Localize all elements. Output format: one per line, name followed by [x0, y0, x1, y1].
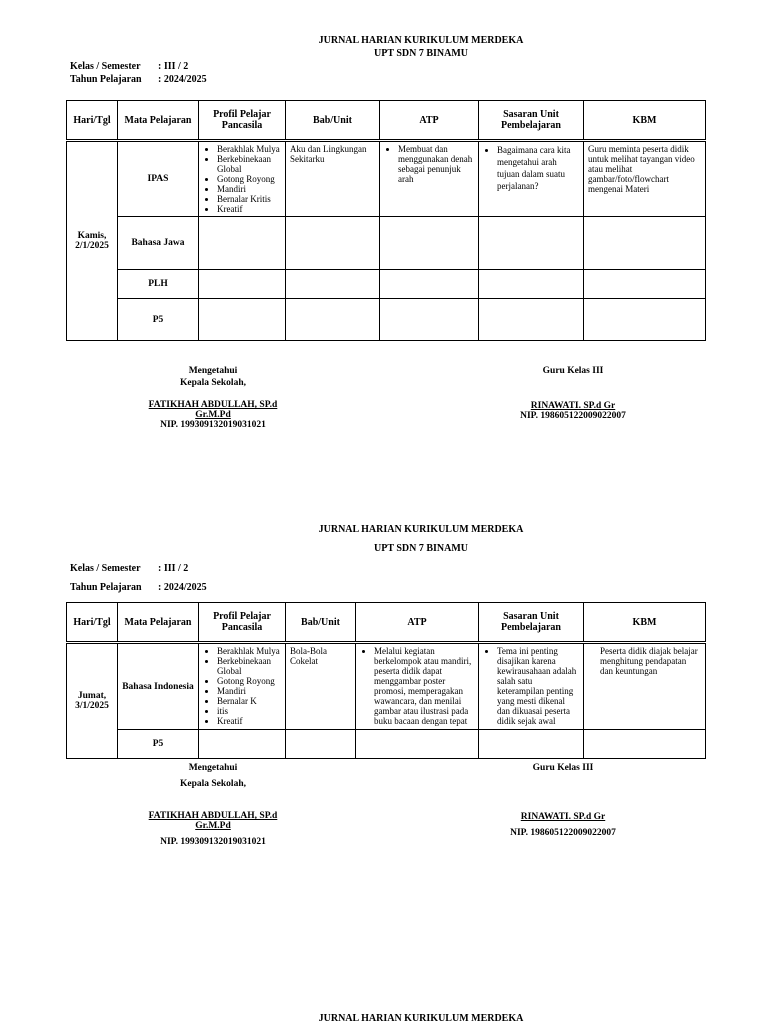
header-sasaran: Sasaran Unit Pembelajaran	[479, 101, 584, 141]
teacher-nip: NIP. 198605122009022007	[510, 828, 616, 838]
table-row	[67, 643, 706, 730]
school-name: UPT SDN 7 BINAMU	[374, 543, 468, 554]
list-item: • Tema ini penting disajikan karena kewirausahaan adalah salah satu keterampilan penting yang mesti dikenal dan dikuasai peserta didik sejak awal	[497, 646, 579, 726]
atp-cell	[356, 643, 479, 730]
journal-table	[66, 100, 706, 341]
list-item: • Mandiri	[217, 686, 281, 696]
header-kbm: KBM	[584, 603, 706, 643]
header-profil-pelajar: Profil Pelajar Pancasila	[199, 101, 286, 141]
sign-left: Mengetahui Kepala Sekolah, FATIKHAH ABDULLAH, SP.d Gr.M.Pd NIP. 199309132019031021	[133, 763, 293, 847]
list-item: • Bagaimana cara kita mengetahui arah tujuan dalam suatu perjalanan?	[497, 144, 579, 192]
sign-left: Mengetahui Kepala Sekolah, FATIKHAH ABDULLAH, SP.d Gr.M.Pd NIP. 199309132019031021	[133, 366, 293, 430]
journal-title: JURNAL HARIAN KURIKULUM MERDEKA	[318, 1013, 524, 1024]
atp-cell	[380, 141, 479, 217]
tahun-pelajaran: Tahun Pelajaran : 2024/2025	[70, 74, 207, 85]
list-item: • Bernalar Kritis	[217, 194, 281, 204]
list-item: • Kreatif	[217, 716, 281, 726]
school-name: UPT SDN 7 BINAMU	[374, 48, 468, 59]
header-hari-tgl: Hari/Tgl	[67, 603, 118, 643]
list-item: • Kreatif	[217, 204, 281, 214]
sasaran-cell	[479, 141, 584, 217]
day-cell: Kamis, 2/1/2025	[67, 141, 118, 341]
principal-nip: NIP. 199309132019031021	[160, 837, 266, 847]
table-row	[67, 141, 706, 217]
header-mata-pelajaran: Mata Pelajaran	[118, 101, 199, 141]
bab-cell: Aku dan Lingkungan Sekitarku	[286, 141, 380, 217]
principal-name: FATIKHAH ABDULLAH, SP.d Gr.M.Pd	[148, 811, 278, 831]
list-item: • Bernalar K	[217, 696, 281, 706]
subject-cell: P5	[118, 299, 199, 341]
journal-table	[66, 602, 706, 759]
header-sasaran: Sasaran Unit Pembelajaran	[479, 603, 584, 643]
journal-title: JURNAL HARIAN KURIKULUM MERDEKA	[318, 524, 524, 535]
list-item: • Gotong Royong	[217, 676, 281, 686]
list-item: • Mandiri	[217, 184, 281, 194]
profil-cell	[199, 643, 286, 730]
header-hari-tgl: Hari/Tgl	[67, 101, 118, 141]
teacher-name: RINAWATI. SP.d Gr	[520, 812, 606, 822]
list-item: • Berkebinekaan Global	[217, 154, 281, 174]
principal-nip: NIP. 199309132019031021	[160, 420, 266, 430]
sasaran-cell	[479, 643, 584, 730]
list-item: • itis	[217, 706, 281, 716]
journal-title: JURNAL HARIAN KURIKULUM MERDEKA	[318, 35, 524, 46]
header-atp: ATP	[380, 101, 479, 141]
header-bab-unit: Bab/Unit	[286, 101, 380, 141]
table-row	[67, 299, 706, 341]
kbm-cell: Peserta didik diajak belajar menghitung pendapatan dan keuntungan	[584, 643, 706, 730]
table-row	[67, 730, 706, 759]
subject-cell: P5	[118, 730, 199, 759]
table-row	[67, 270, 706, 299]
teacher-nip: NIP. 198605122009022007	[520, 411, 626, 421]
subject-cell: PLH	[118, 270, 199, 299]
table-row	[67, 217, 706, 270]
tahun-pelajaran: Tahun Pelajaran : 2024/2025	[70, 582, 207, 593]
list-item: • Membuat dan menggunakan denah sebagai penunjuk arah	[398, 144, 474, 184]
profil-cell	[199, 141, 286, 217]
kelas-semester: Kelas / Semester : III / 2	[70, 61, 189, 72]
teacher-name: RINAWATI. SP.d Gr	[530, 401, 616, 411]
subject-cell: Bahasa Indonesia	[118, 643, 199, 730]
list-item: • Berakhlak Mulya	[217, 646, 281, 656]
list-item: • Berakhlak Mulya	[217, 144, 281, 154]
principal-name: FATIKHAH ABDULLAH, SP.d Gr.M.Pd	[148, 400, 278, 420]
header-mata-pelajaran: Mata Pelajaran	[118, 603, 199, 643]
kelas-semester: Kelas / Semester : III / 2	[70, 563, 189, 574]
sign-right: Guru Kelas III RINAWATI. SP.d Gr NIP. 198605122009022007	[498, 366, 648, 421]
header-profil-pelajar: Profil Pelajar Pancasila	[199, 603, 286, 643]
header-bab-unit: Bab/Unit	[286, 603, 356, 643]
header-atp: ATP	[356, 603, 479, 643]
list-item: • Berkebinekaan Global	[217, 656, 281, 676]
list-item: • Gotong Royong	[217, 174, 281, 184]
sign-right: Guru Kelas III RINAWATI. SP.d Gr NIP. 198605122009022007	[488, 763, 638, 838]
header-kbm: KBM	[584, 101, 706, 141]
subject-cell: Bahasa Jawa	[118, 217, 199, 270]
subject-cell: IPAS	[118, 141, 199, 217]
day-cell: Jumat, 3/1/2025	[67, 643, 118, 759]
kbm-cell: Guru meminta peserta didik untuk melihat tayangan video atau melihat gambar/foto/flowchart mengenai Materi	[584, 141, 706, 217]
list-item: • Melalui kegiatan berkelompok atau mandiri, peserta didik dapat menggambar poster promosi, memperagakan wawancara, dan menilai gambar atau ilustrasi pada buku bacaan dengan tepat	[374, 646, 474, 726]
bab-cell: Bola-Bola Cokelat	[286, 643, 356, 730]
